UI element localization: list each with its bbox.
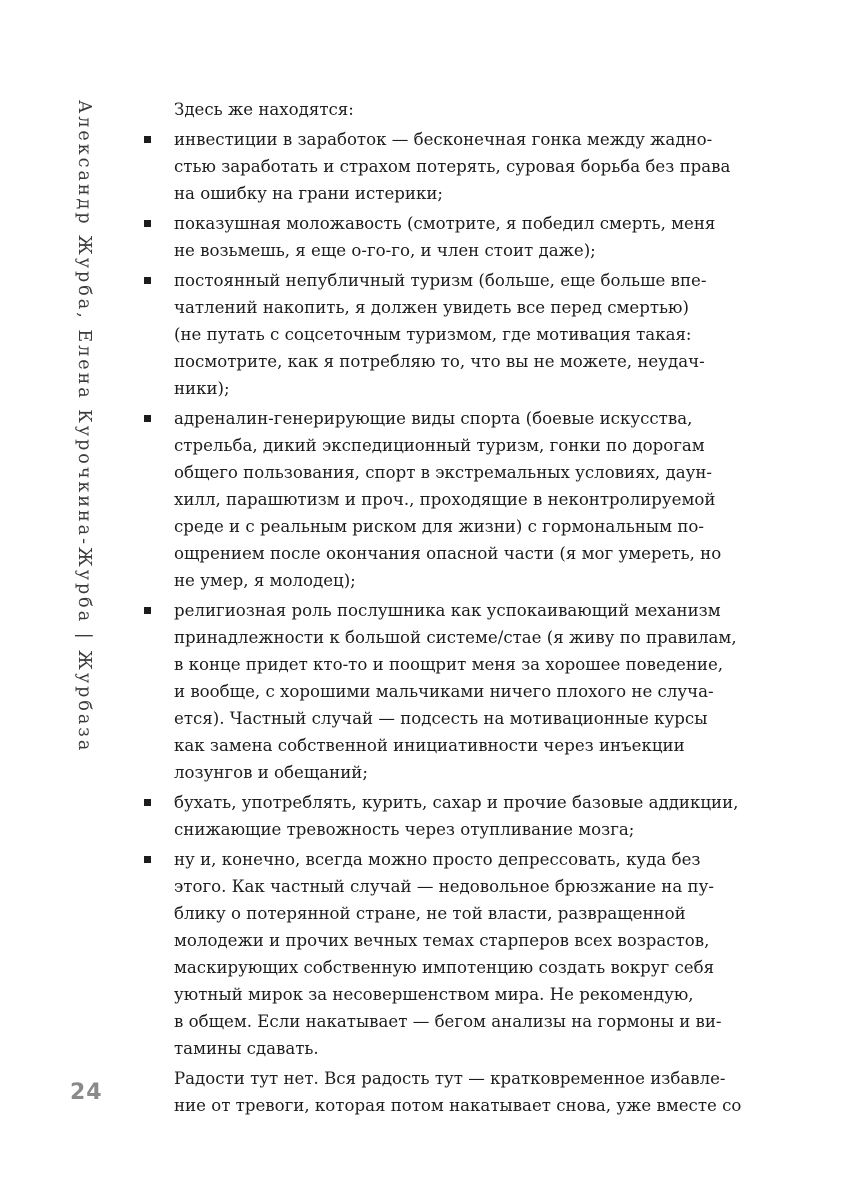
- text-line: и вообще, с хорошими мальчиками ничего плохого не случа-: [174, 682, 714, 701]
- text-line: посмотрите, как я потребляю то, что вы не можете, неудач-: [174, 352, 705, 371]
- text-line: ние от тревоги, которая потом накатывает снова, уже вместе со: [174, 1096, 742, 1115]
- list-item: [174, 126, 731, 207]
- bullet-square-icon: [144, 607, 151, 614]
- text-line: ется). Частный случай — подсесть на мотивационные курсы: [174, 709, 708, 728]
- closing-paragraph: [174, 1065, 742, 1119]
- text-line: тамины сдавать.: [174, 1039, 319, 1058]
- text-line: ну и, конечно, всегда можно просто депрессовать, куда без: [174, 850, 701, 869]
- text-line: показушная моложавость (смотрите, я победил смерть, меня: [174, 214, 716, 233]
- text-line: на ошибку на грани истерики;: [174, 184, 443, 203]
- text-line: постоянный непубличный туризм (больше, еще больше впе-: [174, 271, 707, 290]
- list-item: [174, 405, 720, 594]
- text-line: снижающие тревожность через отупливание мозга;: [174, 820, 635, 839]
- list-item: [174, 210, 720, 264]
- text-line: как замена собственной инициативности через инъекции: [174, 736, 685, 755]
- text-line: чатлений накопить, я должен увидеть все перед смертью): [174, 298, 689, 317]
- text-line: маскирующих собственную импотенцию создать вокруг себя: [174, 958, 715, 977]
- bullet-square-icon: [144, 856, 151, 863]
- text-line: религиозная роль послушника как успокаивающий механизм: [174, 601, 721, 620]
- text-line: среде и с реальным риском для жизни) с гормональным по-: [174, 517, 704, 536]
- text-line: общего пользования, спорт в экстремальных условиях, даун-: [174, 463, 713, 482]
- text-line: этого. Как частный случай — недовольное брюзжание на пу-: [174, 877, 714, 896]
- text-line: инвестиции в заработок — бесконечная гонка между жадно-: [174, 130, 713, 149]
- text-line: в общем. Если накатывает — бегом анализы на гормоны и ви-: [174, 1012, 722, 1031]
- text-line: ощрением после окончания опасной части (я мог умереть, но: [174, 544, 722, 563]
- text-line: блику о потерянной стране, не той власти, развращенной: [174, 904, 686, 923]
- text-line: в конце придет кто-то и поощрит меня за хорошее поведение,: [174, 655, 724, 674]
- bullet-square-icon: [144, 220, 151, 227]
- list-item: [174, 789, 739, 843]
- list-item: [174, 846, 720, 1062]
- text-line: (не путать с соцсеточным туризмом, где мотивация такая:: [174, 325, 692, 344]
- text-line: стью заработать и страхом потерять, суровая борьба без права: [174, 157, 731, 176]
- text-line: лозунгов и обещаний;: [174, 763, 368, 782]
- text-line: адреналин-генерирующие виды спорта (боевые искусства,: [174, 409, 693, 428]
- text-line: не умер, я молодец);: [174, 571, 356, 590]
- text-line: Радости тут нет. Вся радость тут — кратковременное избавле-: [174, 1069, 726, 1088]
- text-line: принадлежности к большой системе/стае (я живу по правилам,: [174, 628, 737, 647]
- list-item: [174, 597, 737, 786]
- bullet-square-icon: [144, 799, 151, 806]
- intro-paragraph: Здесь же находятся:: [174, 100, 354, 119]
- text-line: бухать, употреблять, курить, сахар и прочие базовые аддикции,: [174, 793, 739, 812]
- bullet-square-icon: [144, 136, 151, 143]
- page-body: [174, 96, 742, 1119]
- text-line: ники);: [174, 379, 230, 398]
- text-line: уютный мирок за несовершенством мира. Не рекомендую,: [174, 985, 694, 1004]
- bullet-square-icon: [144, 277, 151, 284]
- bullet-square-icon: [144, 415, 151, 422]
- text-line: не возьмешь, я еще о-го-го, и член стоит даже);: [174, 241, 596, 260]
- running-header: Александр Журба, Елена Курочкина-Журба | Журбаза: [74, 100, 94, 754]
- page-number: 24: [70, 1080, 103, 1105]
- text-line: молодежи и прочих вечных темах старперов всех возрастов,: [174, 931, 710, 950]
- bullet-list: [174, 126, 739, 1062]
- list-item: [174, 267, 720, 402]
- text-line: стрельба, дикий экспедиционный туризм, гонки по дорогам: [174, 436, 705, 455]
- text-line: хилл, парашютизм и проч., проходящие в неконтролируемой: [174, 490, 716, 509]
